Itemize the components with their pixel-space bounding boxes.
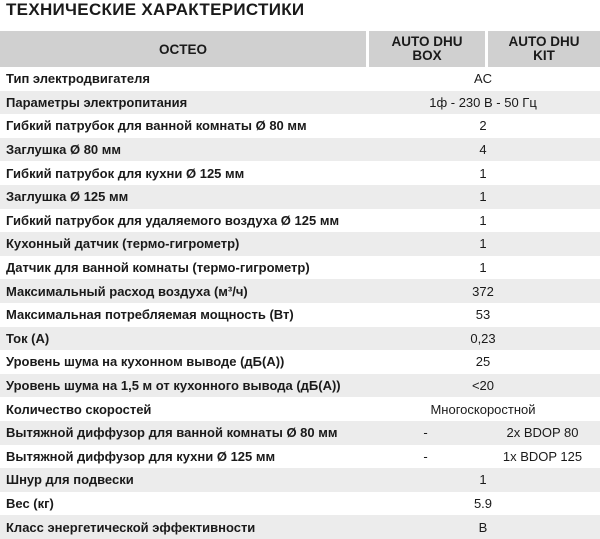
row-value: B — [478, 519, 488, 535]
row-label: Гибкий патрубок для ванной комнаты Ø 80 мм — [6, 118, 307, 134]
row-value: Многоскоростной — [430, 401, 536, 417]
row-label: Датчик для ванной комнаты (термо-гигрометр) — [6, 260, 310, 276]
row-label: Уровень шума на кухонном выводе (дБ(А)) — [6, 354, 285, 370]
row-label: Максимальный расход воздуха (м³/ч) — [6, 283, 248, 299]
row-label: Класс энергетической эффективности — [6, 519, 256, 535]
row-value-kit: 1x BDOP 125 — [502, 448, 583, 464]
row-label: Гибкий патрубок для кухни Ø 125 мм — [6, 165, 245, 181]
row-value: 53 — [475, 307, 491, 323]
table-row — [0, 67, 600, 91]
row-value: 1 — [479, 212, 487, 228]
row-value: 1 — [479, 260, 487, 276]
row-value: <20 — [471, 378, 495, 394]
table-row — [0, 114, 600, 138]
row-value-kit: 2x BDOP 80 — [506, 425, 579, 441]
table-row — [0, 185, 600, 209]
row-label: Максимальная потребляемая мощность (Вт) — [6, 307, 294, 323]
table-row — [0, 492, 600, 516]
table-row — [0, 397, 600, 421]
table-row — [0, 209, 600, 233]
row-label: Параметры электропитания — [6, 94, 188, 110]
table-row — [0, 421, 600, 445]
row-label: Шнур для подвески — [6, 472, 134, 488]
page-title: ТЕХНИЧЕСКИЕ ХАРАКТЕРИСТИКИ — [6, 0, 305, 19]
table-row — [0, 374, 600, 398]
row-label: Ток (А) — [6, 330, 50, 346]
table-row — [0, 327, 600, 351]
table-row — [0, 303, 600, 327]
row-value: 1ф - 230 В - 50 Гц — [429, 94, 537, 110]
table-row — [0, 256, 600, 280]
table-row — [0, 350, 600, 374]
header-model: OCTEO — [0, 31, 366, 67]
row-value: 372 — [472, 283, 494, 299]
row-value: 1 — [479, 165, 487, 181]
row-value: 0,23 — [470, 330, 496, 346]
table-row — [0, 91, 600, 115]
row-value-box: - — [423, 448, 428, 464]
table-row — [0, 445, 600, 469]
table-row — [0, 161, 600, 185]
specs-table — [0, 31, 600, 539]
row-label: Вес (кг) — [6, 495, 54, 511]
row-label: Заглушка Ø 125 мм — [6, 189, 129, 205]
table-row — [0, 232, 600, 256]
table-row — [0, 138, 600, 162]
row-value-box: - — [423, 425, 428, 441]
row-value: 1 — [479, 472, 487, 488]
row-value: 2 — [479, 118, 487, 134]
row-value: AC — [473, 71, 493, 87]
row-label: Заглушка Ø 80 мм — [6, 142, 121, 158]
row-value — [366, 421, 600, 445]
row-value — [366, 445, 600, 469]
header-auto-dhu-box: AUTO DHU BOX — [369, 31, 485, 67]
row-value: 1 — [479, 236, 487, 252]
table-header — [0, 31, 600, 67]
table-row — [0, 515, 600, 539]
row-label: Вытяжной диффузор для ванной комнаты Ø 80 мм — [6, 425, 338, 441]
row-value: 5.9 — [473, 495, 493, 511]
table-body — [0, 67, 600, 539]
row-value: 25 — [475, 354, 491, 370]
row-label: Кухонный датчик (термо-гигрометр) — [6, 236, 240, 252]
row-label: Количество скоростей — [6, 401, 152, 417]
row-label: Уровень шума на 1,5 м от кухонного вывода (дБ(А)) — [6, 378, 341, 394]
row-label: Гибкий патрубок для удаляемого воздуха Ø 125 мм — [6, 212, 340, 228]
table-row — [0, 279, 600, 303]
row-label: Вытяжной диффузор для кухни Ø 125 мм — [6, 448, 276, 464]
row-value: 1 — [479, 189, 487, 205]
header-auto-dhu-kit: AUTO DHU KIT — [488, 31, 600, 67]
row-label: Тип электродвигателя — [6, 71, 150, 87]
row-value: 4 — [479, 142, 487, 158]
table-row — [0, 468, 600, 492]
